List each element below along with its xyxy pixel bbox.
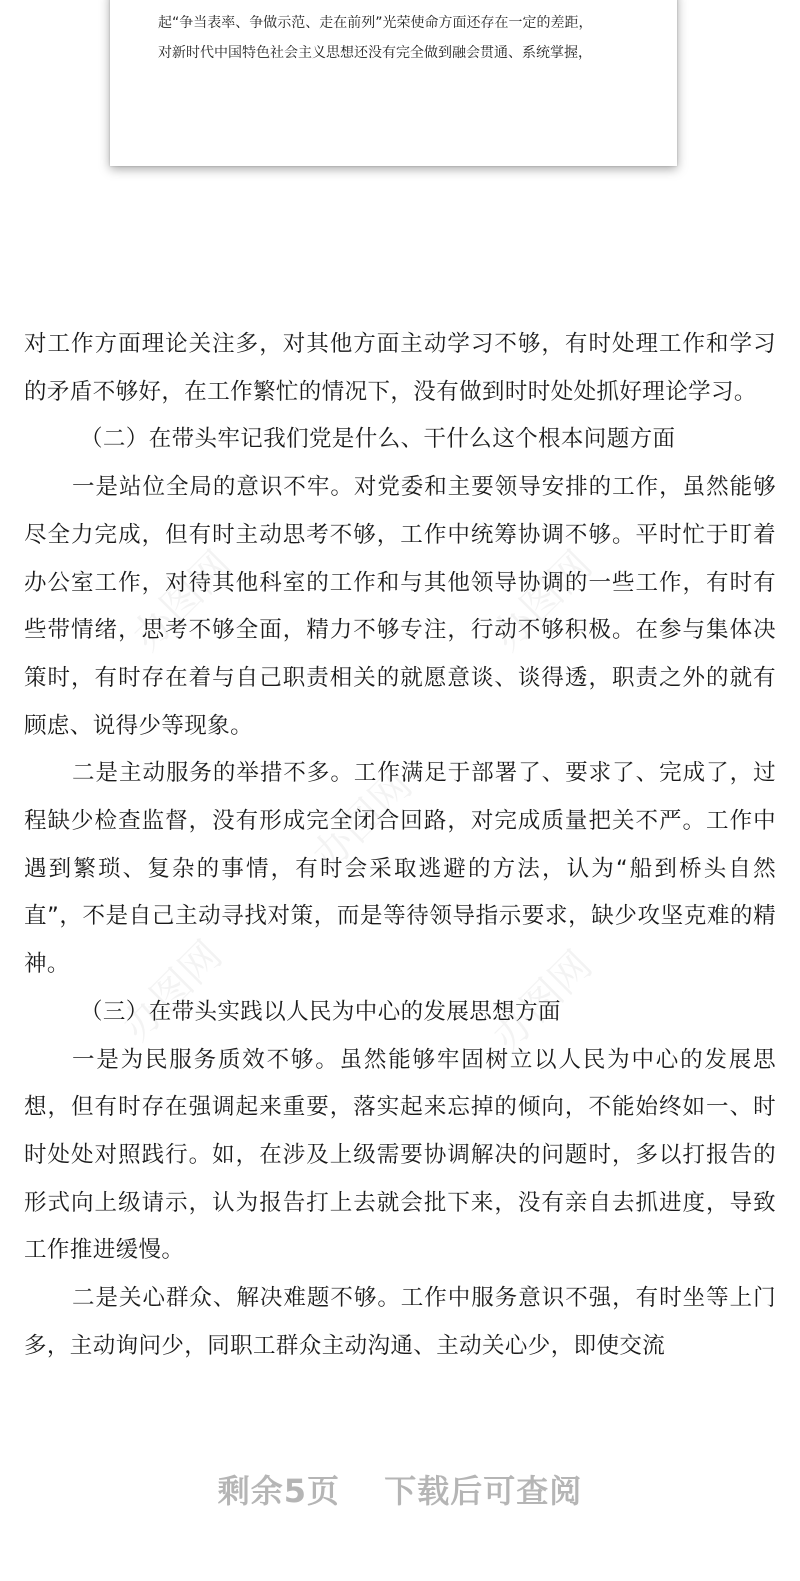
paragraph-care-for-masses: 二是关心群众、解决难题不够。工作中服务意识不强，有时坐等上门多，主动询问少，同职工群众主动沟通、主动关心少，即使交流 (24, 1285, 776, 1359)
watermark-2: 办图网 (483, 542, 602, 660)
section-heading-2: （二）在带头牢记我们党是什么、干什么这个根本问题方面 (80, 426, 676, 453)
paragraph-continuation: 对工作方面理论关注多，对其他方面主动学习不够，有时处理工作和学习的矛盾不够好，在工作繁忙的情况下，没有做到时时处处抓好理论学习。 (24, 331, 776, 405)
watermark-5: 办图网 (483, 942, 602, 1060)
download-label[interactable]: 下载后可查阅 (384, 1472, 583, 1510)
paragraph-global-awareness: 一是站位全局的意识不牢。对党委和主要领导安排的工作，虽然能够尽全力完成，但有时主动思考不够，工作中统筹协调不够。平时忙于盯着办公室工作，对待其他科室的工作和与其他领导协调的一些工作，有时有些带情绪，思考不够全面，精力不够专注，行动不够积极。在参与集体决策时，有时存在着与自己职责相关的就愿意谈、谈得透，职责之外的就有顾虑、说得少等现象。 (24, 474, 776, 739)
section-heading-3: （三）在带头实践以人民为中心的发展思想方面 (80, 998, 561, 1025)
download-prompt[interactable] (0, 1466, 800, 1512)
watermark-1: 办图网 (123, 542, 242, 660)
preview-card (110, 0, 677, 166)
preview-line-1 (158, 0, 638, 2)
paragraph-service-quality: 一是为民服务质效不够。虽然能够牢固树立以人民为中心的发展思想，但有时存在强调起来重要，落实起来忘掉的倾向，不能始终如一、时时处处对照践行。如，在涉及上级需要协调解决的问题时，多以打报告的形式向上级请示，认为报告打上去就会批下来，没有亲自去抓进度，导致工作推进缓慢。 (24, 1046, 776, 1264)
watermark-3: 办图网 (303, 762, 422, 880)
remaining-pages-label[interactable]: 剩余5页 (217, 1472, 341, 1510)
paragraph-active-service: 二是主动服务的举措不多。工作满足于部署了、要求了、完成了，过程缺少检查监督，没有形成完全闭合回路，对完成质量把关不严。工作中遇到繁琐、复杂的事情，有时会采取逃避的方法，认为“船到桥头自然直”，不是自己主动寻找对策，而是等待领导指示要求，缺少攻坚克难的精神。 (24, 760, 776, 978)
watermark-4: 办图网 (113, 932, 232, 1050)
document-body (24, 321, 776, 1370)
preview-line-2: 起“争当表率、争做示范、走在前列”光荣使命方面还存在一定的差距， (158, 15, 593, 31)
preview-line-3: 对新时代中国特色社会主义思想还没有完全做到融会贯通、系统掌握， (158, 45, 592, 61)
